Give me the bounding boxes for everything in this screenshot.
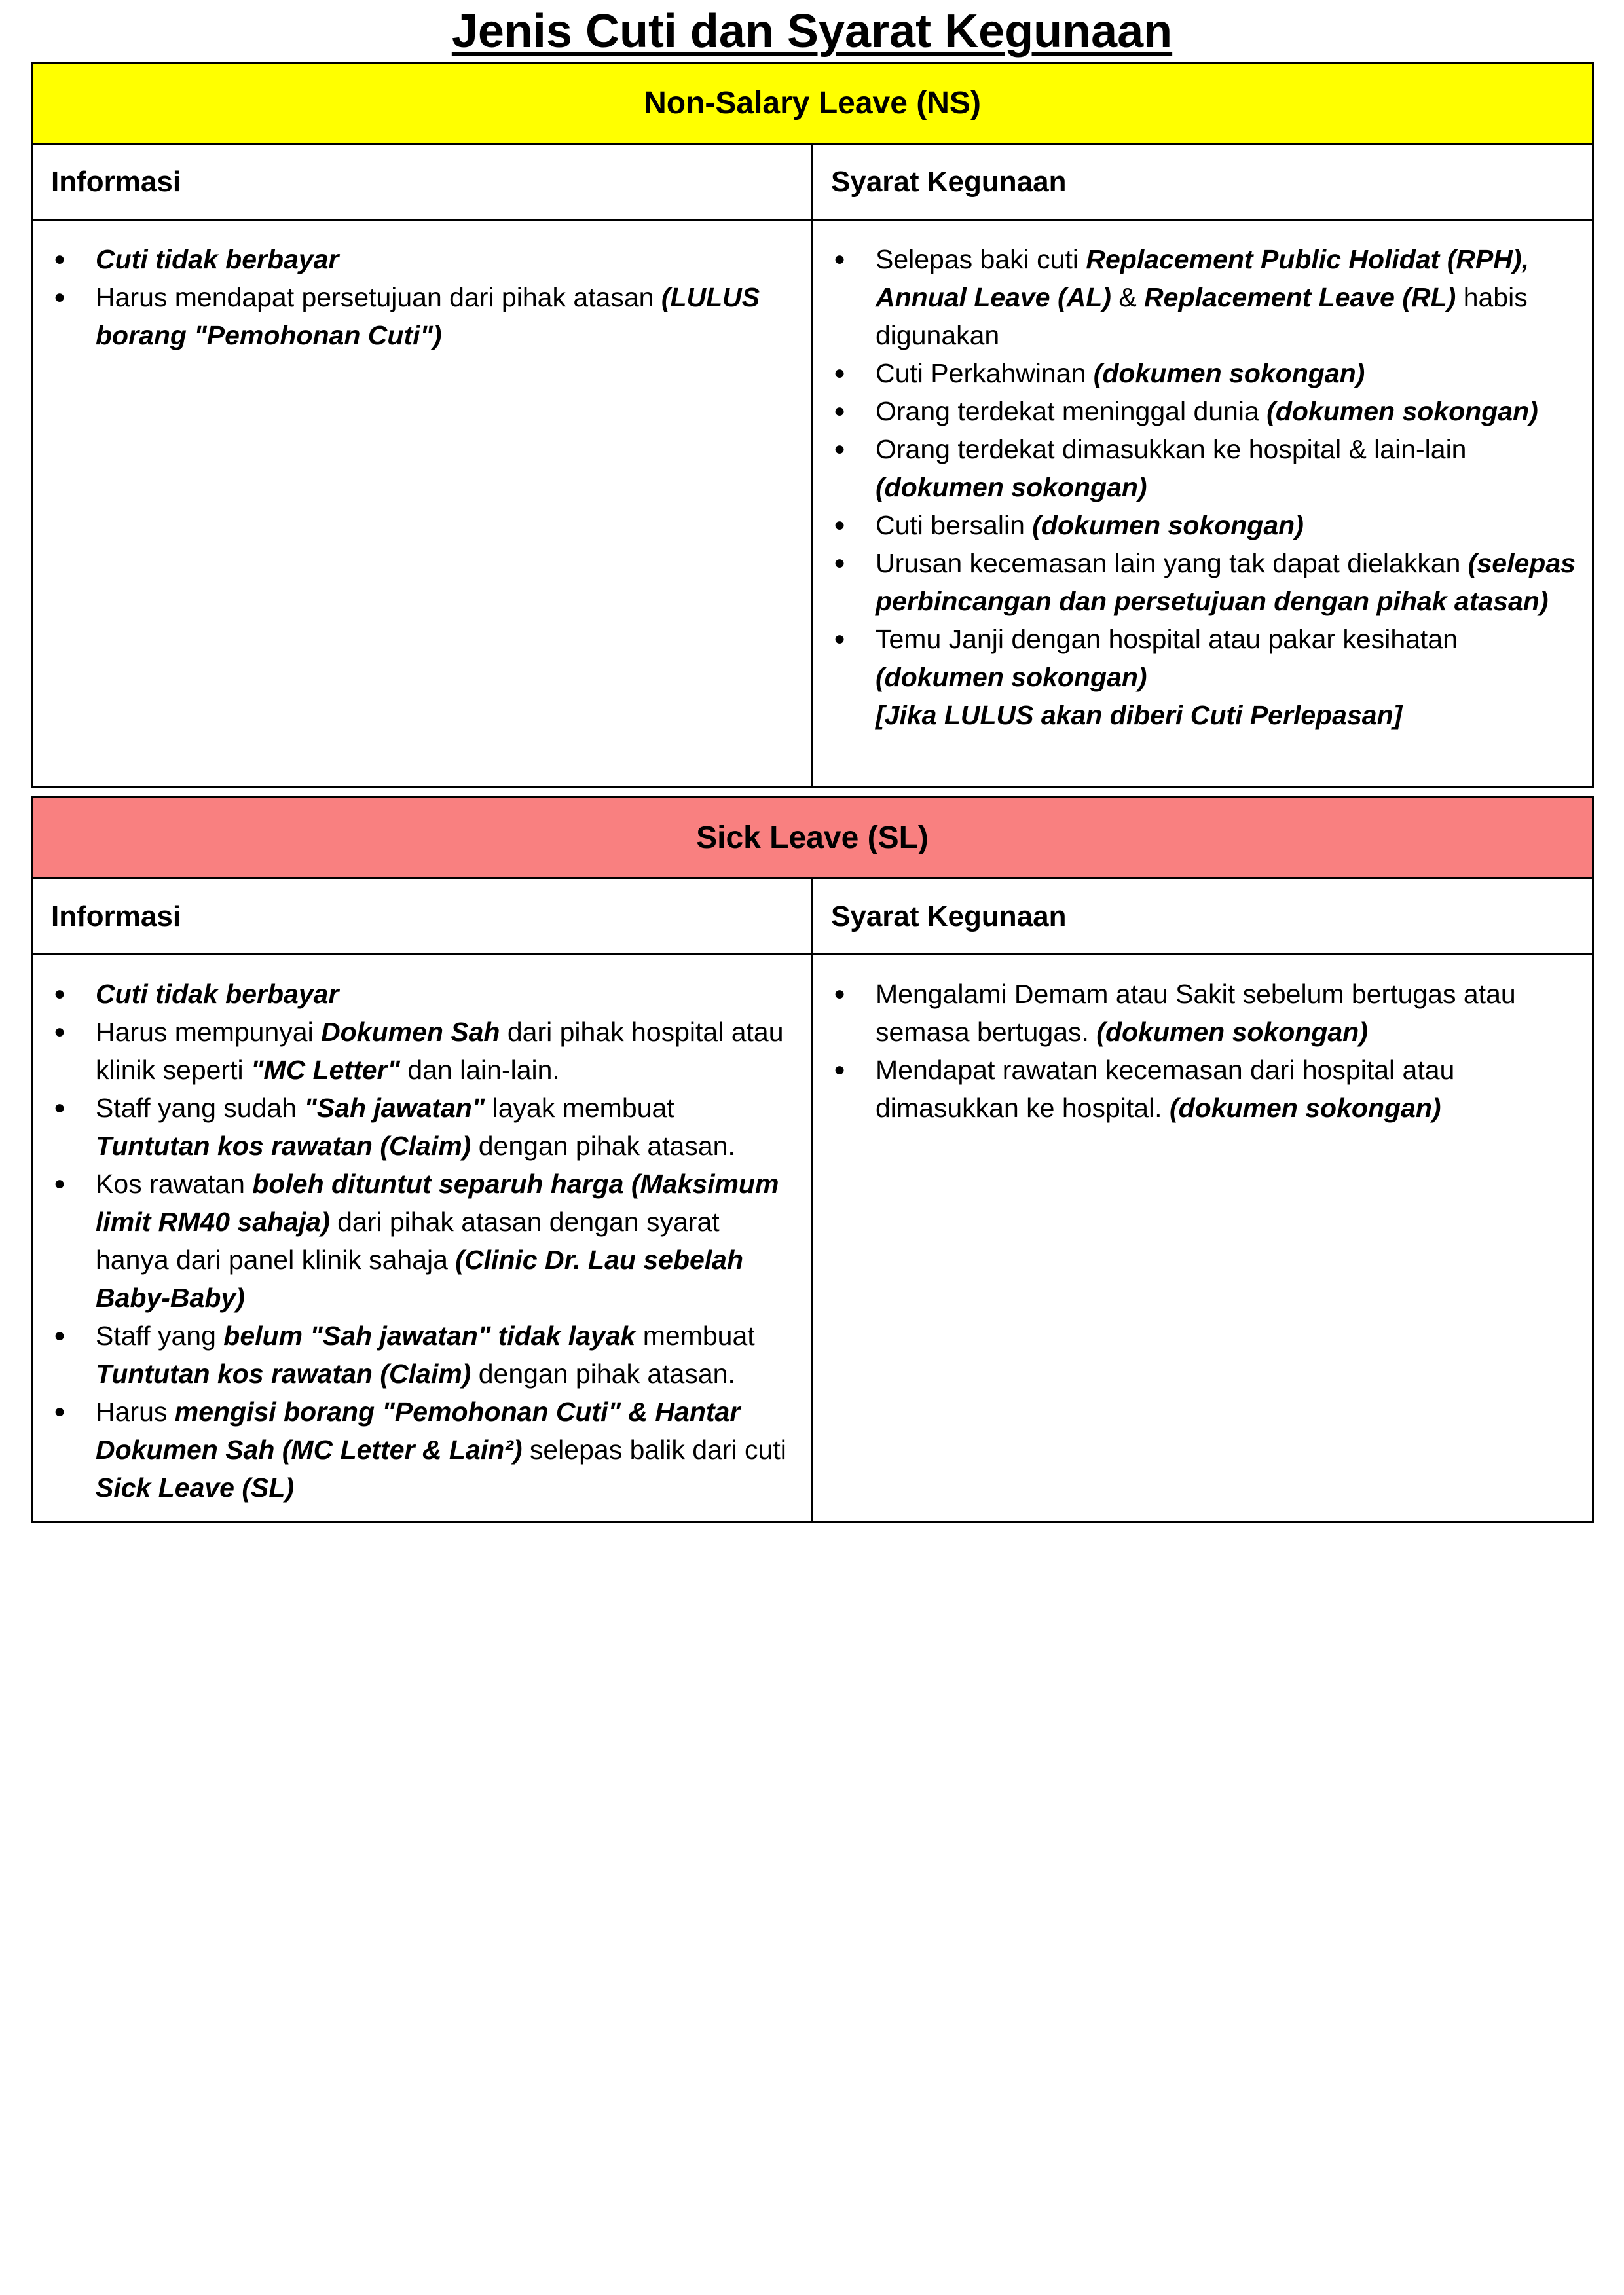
emphasis-text: (dokumen sokongan) — [1032, 510, 1304, 540]
emphasis-text: Replacement Public Holidat (RPH), Annual Leave (AL) — [876, 244, 1529, 312]
emphasis-text: Sick Leave (SL) — [96, 1473, 295, 1503]
emphasis-text: (Clinic Dr. Lau sebelah Baby-Baby) — [96, 1245, 744, 1313]
syarat-cell — [812, 955, 1593, 1522]
emphasis-text: [Jika LULUS akan diberi Cuti Perlepasan] — [876, 700, 1403, 730]
list-item — [834, 392, 1576, 430]
list-item-text: Cuti Perkahwinan — [876, 358, 1094, 388]
list-item-text: Mendapat rawatan kecemasan dari hospital atau dimasukkan ke hospital. — [876, 1055, 1455, 1123]
list-item-text: Temu Janji dengan hospital atau pakar kesihatan — [876, 624, 1458, 654]
list-item-text: & — [1111, 282, 1145, 312]
list-item-text: Staff yang sudah — [96, 1093, 304, 1123]
syarat-list — [834, 240, 1576, 734]
column-header-informasi: Informasi — [32, 144, 812, 220]
emphasis-text: (dokumen sokongan) — [1169, 1093, 1441, 1123]
list-item-text: habis digunakan — [876, 282, 1528, 350]
emphasis-text: boleh dituntut separuh harga (Maksimum limit RM40 sahaja) — [96, 1169, 779, 1237]
list-item-text: Harus mempunyai — [96, 1017, 322, 1047]
column-header-syarat: Syarat Kegunaan — [812, 879, 1593, 955]
informasi-list — [54, 975, 795, 1507]
list-item — [54, 1089, 795, 1165]
emphasis-text: Replacement Leave (RL) — [1144, 282, 1456, 312]
informasi-list — [54, 240, 795, 354]
emphasis-text: (dokumen sokongan) — [876, 662, 1147, 692]
page-title: Jenis Cuti dan Syarat Kegunaan — [451, 5, 1173, 58]
list-item-text: Orang terdekat meninggal dunia — [876, 396, 1267, 426]
emphasis-text: Cuti tidak berbayar — [96, 979, 339, 1009]
list-item — [54, 975, 795, 1013]
list-item-text: Urusan kecemasan lain yang tak dapat dielakkan — [876, 548, 1468, 578]
list-item-text: Orang terdekat dimasukkan ke hospital & lain-lain — [876, 434, 1467, 464]
emphasis-text: "Sah jawatan" — [304, 1093, 485, 1123]
list-item-text: selepas balik dari cuti — [522, 1435, 786, 1465]
list-item-text: Cuti bersalin — [876, 510, 1033, 540]
syarat-cell — [812, 220, 1593, 788]
list-item-text: dari pihak atasan dengan syarat hanya dari panel klinik sahaja — [96, 1207, 720, 1275]
list-item — [834, 975, 1576, 1051]
list-item — [834, 506, 1576, 544]
list-item-text: Harus mendapat persetujuan dari pihak atasan — [96, 282, 661, 312]
list-item-text: Kos rawatan — [96, 1169, 253, 1199]
list-item-text: dengan pihak atasan. — [471, 1359, 735, 1389]
list-item — [54, 240, 795, 278]
emphasis-text: Tuntutan kos rawatan (Claim) — [96, 1131, 471, 1161]
emphasis-text: "MC Letter" — [250, 1055, 400, 1085]
list-item-text: layak membuat — [485, 1093, 674, 1123]
column-header-informasi: Informasi — [32, 879, 812, 955]
emphasis-text: Tuntutan kos rawatan (Claim) — [96, 1359, 471, 1389]
non-salary-leave-table — [31, 62, 1594, 788]
emphasis-text: Dokumen Sah — [321, 1017, 500, 1047]
list-item-text: Harus — [96, 1397, 175, 1427]
list-item-text: dengan pihak atasan. — [471, 1131, 735, 1161]
list-item — [834, 620, 1576, 734]
emphasis-text: (LULUS borang "Pemohonan Cuti") — [96, 282, 760, 350]
list-item — [834, 430, 1576, 506]
list-item-text: dari pihak hospital atau klinik seperti — [96, 1017, 784, 1085]
section-header-sl: Sick Leave (SL) — [32, 798, 1593, 879]
emphasis-text: (dokumen sokongan) — [1096, 1017, 1368, 1047]
informasi-cell — [32, 220, 812, 788]
emphasis-text: mengisi borang "Pemohonan Cuti" & Hantar Dokumen Sah (MC Letter & Lain²) — [96, 1397, 741, 1465]
sick-leave-table — [31, 796, 1594, 1523]
emphasis-text: Cuti tidak berbayar — [96, 244, 339, 274]
list-item — [54, 1393, 795, 1507]
syarat-list — [834, 975, 1576, 1127]
section-header-ns: Non-Salary Leave (NS) — [32, 63, 1593, 144]
list-item — [54, 1165, 795, 1317]
list-item — [834, 354, 1576, 392]
list-item-text: Selepas baki cuti — [876, 244, 1086, 274]
list-item — [834, 1051, 1576, 1127]
column-header-syarat: Syarat Kegunaan — [812, 144, 1593, 220]
list-item — [834, 544, 1576, 620]
emphasis-text: belum "Sah jawatan" tidak layak — [223, 1321, 636, 1351]
emphasis-text: (selepas perbincangan dan persetujuan dengan pihak atasan) — [876, 548, 1576, 616]
list-item — [834, 240, 1576, 354]
emphasis-text: (dokumen sokongan) — [1266, 396, 1538, 426]
list-item-text: dan lain-lain. — [399, 1055, 560, 1085]
list-item-text: Mengalami Demam atau Sakit sebelum bertugas atau semasa bertugas. — [876, 979, 1516, 1047]
emphasis-text: (dokumen sokongan) — [876, 472, 1147, 502]
informasi-cell — [32, 955, 812, 1522]
list-item — [54, 1317, 795, 1393]
emphasis-text: (dokumen sokongan) — [1093, 358, 1365, 388]
list-item — [54, 1013, 795, 1089]
list-item-text: membuat — [635, 1321, 755, 1351]
list-item — [54, 278, 795, 354]
list-item-text: Staff yang — [96, 1321, 224, 1351]
